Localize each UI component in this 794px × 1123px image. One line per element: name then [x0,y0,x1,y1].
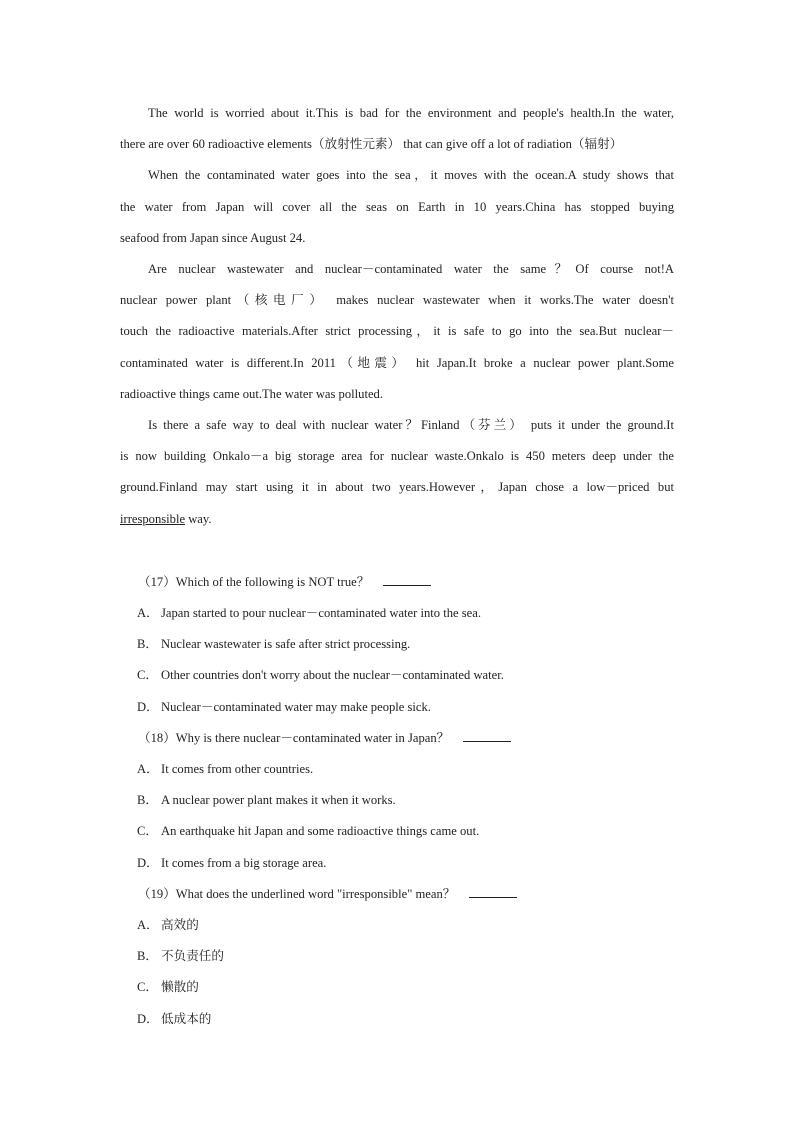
option[interactable] [120,660,674,691]
option[interactable] [120,692,674,723]
question-stem [120,723,674,754]
option-text: 不负责任的 [161,949,224,964]
option-letter: B． [137,793,158,808]
passage-line: nuclear power plant（核电厂） makes nuclear wastewater when it works.The water doesn't [120,293,674,308]
answer-blank[interactable] [383,573,431,586]
option-text: Japan started to pour nuclear－contaminated water into the sea. [161,606,481,621]
option-letter: B． [137,637,158,652]
passage-line: the water from Japan will cover all the seas on Earth in 10 years.China has stopped buying [120,199,674,214]
passage-line: there are over 60 radioactive elements（放射性元素） that can give off a lot of radiation（辐射） [120,137,623,152]
option-letter: B． [137,949,158,964]
option[interactable] [120,629,674,660]
option[interactable] [120,785,674,816]
option-text: A nuclear power plant makes it when it works. [161,793,396,808]
questions [120,567,674,1035]
option[interactable] [120,910,674,941]
passage-line: touch the radioactive materials.After strict processing，it is safe to go into the sea.But nuclear－ [120,324,674,339]
option-letter: C． [137,668,158,683]
question-stem [120,879,674,910]
answer-blank[interactable] [469,885,517,898]
passage-line: is now building Onkalo－a big storage area for nuclear waste.Onkalo is 450 meters deep under the [120,449,674,464]
passage-line: Is there a safe way to deal with nuclear water？Finland（芬兰） puts it under the ground.It [148,418,674,433]
passage-line: contaminated water is different.In 2011（地震） hit Japan.It broke a nuclear power plant.Some [120,355,674,370]
option-text: It comes from other countries. [161,762,314,777]
question-text: （17）Which of the following is NOT true？ [138,574,370,589]
option-text: An earthquake hit Japan and some radioactive things came out. [161,824,480,839]
option-letter: D． [137,855,159,870]
passage-line: seafood from Japan since August 24. [120,230,306,245]
underlined-word: irresponsible [120,511,186,526]
passage-line: ground.Finland may start using it in about two years.However，Japan chose a low－priced but [120,480,674,495]
question-stem [120,567,674,598]
option[interactable] [120,941,674,972]
passage-line: The world is worried about it.This is bad for the environment and people's health.In the water, [148,106,674,120]
document-page [120,98,674,1035]
option[interactable] [120,848,674,879]
option-text: Other countries don't worry about the nuclear－contaminated water. [161,668,504,683]
option-letter: A． [137,918,159,933]
option-letter: D． [137,1011,159,1026]
option[interactable] [120,1004,674,1035]
option[interactable] [120,972,674,1003]
option-text: 低成本的 [161,1011,212,1026]
passage-line: When the contaminated water goes into the sea，it moves with the ocean.A study shows that [148,168,674,183]
question-text: （19）What does the underlined word "irresponsible" mean？ [138,886,456,901]
option[interactable] [120,754,674,785]
passage-line [120,504,674,535]
passage [120,98,674,535]
option-text: It comes from a big storage area. [161,855,327,870]
passage-line: Are nuclear wastewater and nuclear－contaminated water the same？Of course not!A [148,262,674,277]
passage-line: radioactive things came out.The water was polluted. [120,386,383,401]
option-letter: D． [137,699,159,714]
option-letter: C． [137,824,158,839]
option-letter: A． [137,762,159,777]
option-letter: A． [137,606,159,621]
option-text: Nuclear－contaminated water may make people sick. [161,699,431,714]
option-text: Nuclear wastewater is safe after strict processing. [161,637,411,652]
answer-blank[interactable] [463,729,511,742]
option-letter: C． [137,980,158,995]
option-text: 高效的 [161,918,199,933]
option[interactable] [120,816,674,847]
passage-text: way. [185,511,212,526]
option[interactable] [120,598,674,629]
question-text: （18）Why is there nuclear－contaminated water in Japan？ [138,730,450,745]
option-text: 懒散的 [161,980,199,995]
